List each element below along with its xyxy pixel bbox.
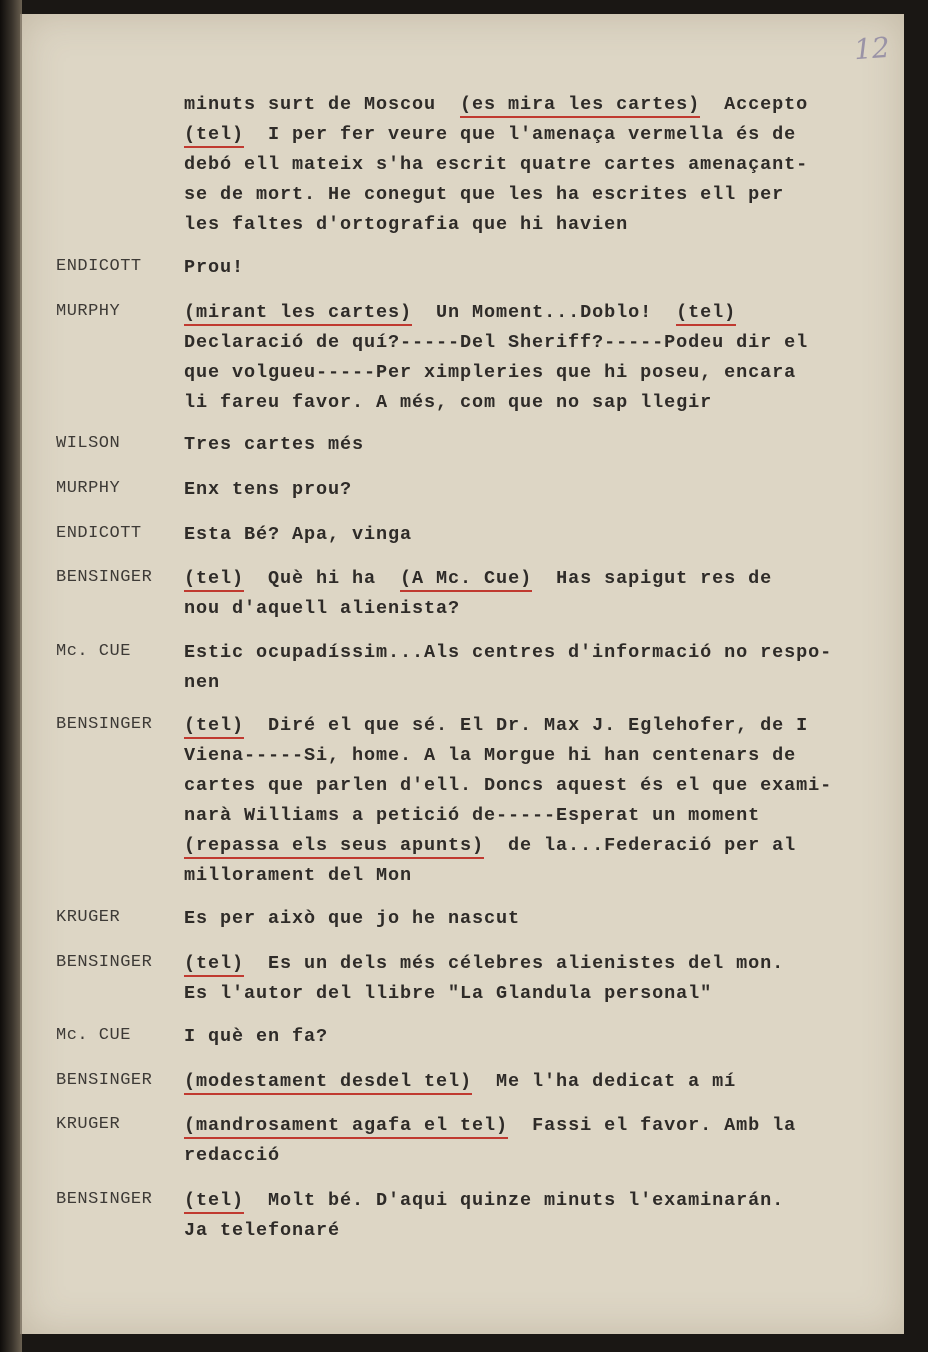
dialogue-text: Es un dels més célebres alienistes del mon. — [244, 953, 785, 974]
dialogue-text: cartes que parlen d'ell. Doncs aquest és el que exami- — [184, 775, 833, 796]
book-binding — [0, 0, 22, 1352]
stage-direction: (tel) — [184, 124, 244, 148]
dialogue-line — [184, 1067, 908, 1097]
speaker-name: MURPHY — [56, 479, 121, 498]
dialogue-line — [184, 90, 908, 240]
dialogue-text: Es per això que jo he nascut — [184, 908, 521, 929]
speaker-name: BENSINGER — [56, 715, 153, 734]
dialogue-text: debó ell mateix s'ha escrit quatre cartes amenaçant- — [184, 154, 809, 175]
dialogue-line — [184, 475, 908, 505]
stage-direction: (tel) — [676, 302, 736, 326]
stage-direction: (mandrosament agafa el tel) — [184, 1115, 508, 1139]
dialogue-text: Tres cartes més — [184, 434, 365, 455]
dialogue-text: Me l'ha dedicat a mí — [472, 1071, 737, 1092]
dialogue-text: Viena-----Si, home. A la Morgue hi han centenars de — [184, 745, 797, 766]
speaker-name: BENSINGER — [56, 1190, 153, 1209]
stage-direction: (es mira les cartes) — [460, 94, 700, 118]
dialogue-line — [184, 638, 908, 698]
dialogue-line — [184, 1111, 908, 1171]
dialogue-line — [184, 298, 908, 418]
dialogue-text: Què hi ha — [244, 568, 401, 589]
dialogue-line — [184, 253, 908, 283]
page-number: 12 — [852, 30, 891, 67]
dialogue-text: Un Moment...Doblo! — [412, 302, 677, 323]
dialogue-line — [184, 904, 908, 934]
dialogue-text: Prou! — [184, 257, 245, 278]
dialogue-text: millorament del Mon — [184, 865, 413, 886]
dialogue-text: li fareu favor. A més, com que no sap llegir — [184, 392, 713, 413]
dialogue-text: les faltes d'ortografia que hi havien — [184, 214, 629, 235]
stage-direction: (A Mc. Cue) — [400, 568, 532, 592]
dialogue-text: Molt bé. D'aqui quinze minuts l'examinarán. — [244, 1190, 785, 1211]
dialogue-text: Fassi el favor. Amb la — [508, 1115, 797, 1136]
stage-direction: (mirant les cartes) — [184, 302, 412, 326]
speaker-name: BENSINGER — [56, 1071, 153, 1090]
dialogue-text: Esta Bé? Apa, vinga — [184, 524, 413, 545]
speaker-name: KRUGER — [56, 1115, 121, 1134]
dialogue-text: Estic ocupadíssim...Als centres d'informació no respo- — [184, 642, 833, 663]
dialogue-text: Declaració de quí?-----Del Sheriff?-----Podeu dir el — [184, 332, 809, 353]
stage-direction: (modestament desdel tel) — [184, 1071, 472, 1095]
script-page — [20, 14, 904, 1334]
dialogue-line — [184, 520, 908, 550]
dialogue-text: Has sapigut res de — [532, 568, 773, 589]
dialogue-text: nen — [184, 672, 221, 693]
speaker-name: Mc. CUE — [56, 642, 131, 661]
dialogue-text: Es l'autor del llibre "La Glandula personal" — [184, 983, 713, 1004]
speaker-name: BENSINGER — [56, 568, 153, 587]
dialogue-text: Ja telefonaré — [184, 1220, 341, 1241]
dialogue-text: I què en fa? — [184, 1026, 329, 1047]
stage-direction: (tel) — [184, 715, 244, 739]
dialogue-text: minuts surt de Moscou — [184, 94, 461, 115]
dialogue-line — [184, 1186, 908, 1246]
dialogue-text: Accepto — [700, 94, 809, 115]
dialogue-line — [184, 430, 908, 460]
dialogue-text: redacció — [184, 1145, 281, 1166]
stage-direction: (tel) — [184, 568, 244, 592]
speaker-name: Mc. CUE — [56, 1026, 131, 1045]
stage-direction: (tel) — [184, 953, 244, 977]
dialogue-text: que volgueu-----Per ximpleries que hi poseu, encara — [184, 362, 797, 383]
speaker-name: KRUGER — [56, 908, 121, 927]
speaker-name: BENSINGER — [56, 953, 153, 972]
stage-direction: (tel) — [184, 1190, 244, 1214]
dialogue-line — [184, 949, 908, 1009]
speaker-name: ENDICOTT — [56, 524, 142, 543]
speaker-name: MURPHY — [56, 302, 121, 321]
dialogue-text: Enx tens prou? — [184, 479, 353, 500]
dialogue-text: narà Williams a petició de-----Esperat un moment — [184, 805, 761, 826]
dialogue-line — [184, 711, 908, 891]
dialogue-text: Diré el que sé. El Dr. Max J. Eglehofer, de I — [244, 715, 809, 736]
dialogue-text: nou d'aquell alienista? — [184, 598, 461, 619]
dialogue-text: I per fer veure que l'amenaça vermella és de — [244, 124, 797, 145]
dialogue-text: se de mort. He conegut que les ha escrites ell per — [184, 184, 785, 205]
speaker-name: ENDICOTT — [56, 257, 142, 276]
dialogue-text: de la...Federació per al — [484, 835, 797, 856]
dialogue-line — [184, 1022, 908, 1052]
stage-direction: (repassa els seus apunts) — [184, 835, 484, 859]
dialogue-line — [184, 564, 908, 624]
speaker-name: WILSON — [56, 434, 121, 453]
